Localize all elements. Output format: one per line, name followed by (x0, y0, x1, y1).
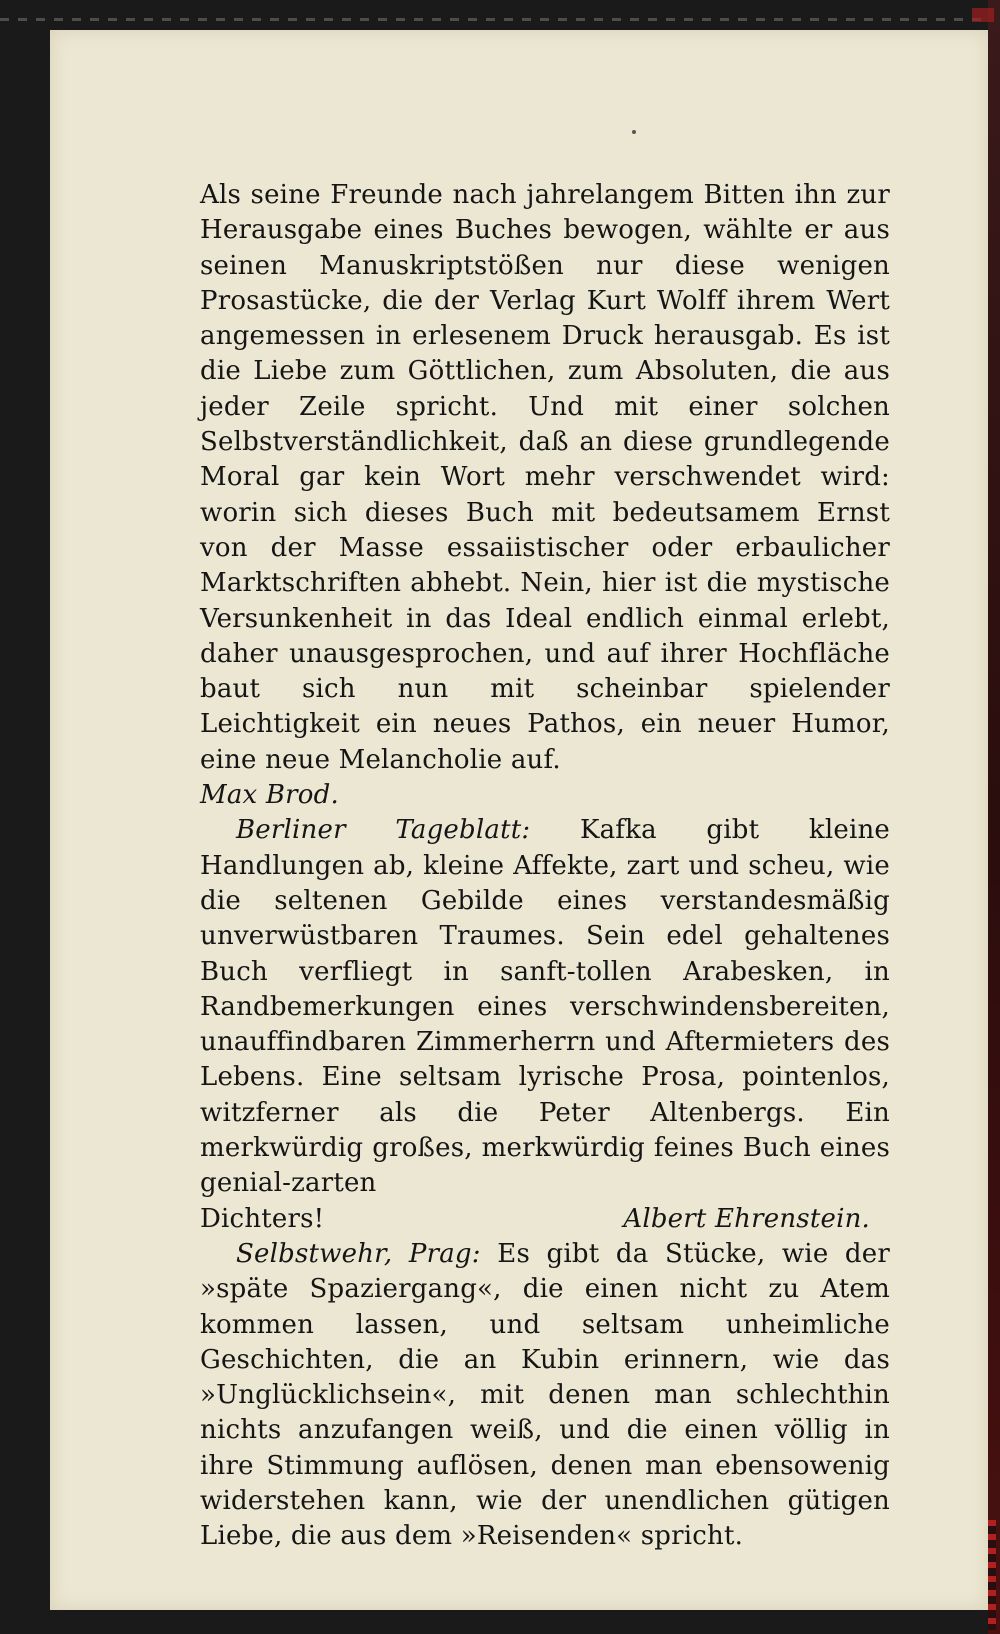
spine-mark-top (972, 8, 994, 22)
selbstwehr-paragraph (200, 1237, 890, 1555)
scan-border-dashes (0, 18, 1000, 21)
tageblatt-source: Berliner Tageblatt: (236, 815, 531, 846)
book-spine-edge (988, 0, 1000, 1634)
selbstwehr-text: Es gibt da Stücke, wie der »späte Spaziergang«, die einen nicht zu Atem kommen lassen, und seltsam unheimliche Geschichten, die an Kubin erinnern, wie das »Unglücklichsein«, mit denen man schlechthin nichts anzufangen weiß, und die einen völlig in ihre Stimmung auflösen, denen man ebensowenig widerstehen kann, wie der unendlichen gütigen Liebe, die aus dem »Reisenden« spricht. (200, 1238, 890, 1552)
text-block (200, 178, 890, 1555)
tageblatt-last-word: Dichters! (200, 1203, 325, 1234)
book-page (50, 30, 988, 1610)
spine-mark-bottom (988, 1520, 996, 1630)
tageblatt-text: Kafka gibt kleine Handlungen ab, kleine Affekte, zart und scheu, wie die seltenen Gebilde eines verstandesmäßig unverwüstbaren Traumes. Sein edel gehaltenes Buch verfliegt in sanft-tollen Arabesken, in Randbemerkungen eines verschwindensbereiten, unauffindbaren Zimmerherrn und Aftermieters des Lebens. Eine seltsam lyrische Prosa, pointenlos, witzferner als die Peter Altenbergs. Ein merkwürdig großes, merkwürdig feines Buch eines genial-zarten (200, 815, 890, 1199)
tageblatt-signature: Albert Ehrenstein. (623, 1203, 870, 1234)
brod-paragraph: Als seine Freunde nach jahrelangem Bitten ihn zur Herausgabe eines Buches bewogen, wählte er aus seinen Manuskriptstößen nur diese wenigen Prosastücke, die der Verlag Kurt Wolff ihrem Wert angemessen in erlesenem Druck herausgab. Es ist die Liebe zum Göttlichen, zum Absoluten, die aus jeder Zeile spricht. Und mit einer solchen Selbstverständlichkeit, daß an diese grundlegende Moral gar kein Wort mehr verschwendet wird: worin sich dieses Buch mit bedeutsamem Ernst von der Masse essaiistischer oder erbaulicher Marktschriften abhebt. Nein, hier ist die mystische Versunkenheit in das Ideal endlich einmal erlebt, daher unausgesprochen, und auf ihrer Hochfläche baut sich nun mit scheinbar spielender Leichtigkeit ein neues Pathos, ein neuer Humor, eine neue Melancholie auf. (200, 180, 890, 775)
tageblatt-closing-line (200, 1202, 890, 1237)
selbstwehr-source: Selbstwehr, Prag: (236, 1238, 481, 1269)
page-speck (632, 130, 636, 134)
brod-signature: Max Brod. (200, 780, 339, 811)
tageblatt-paragraph (200, 813, 890, 1201)
